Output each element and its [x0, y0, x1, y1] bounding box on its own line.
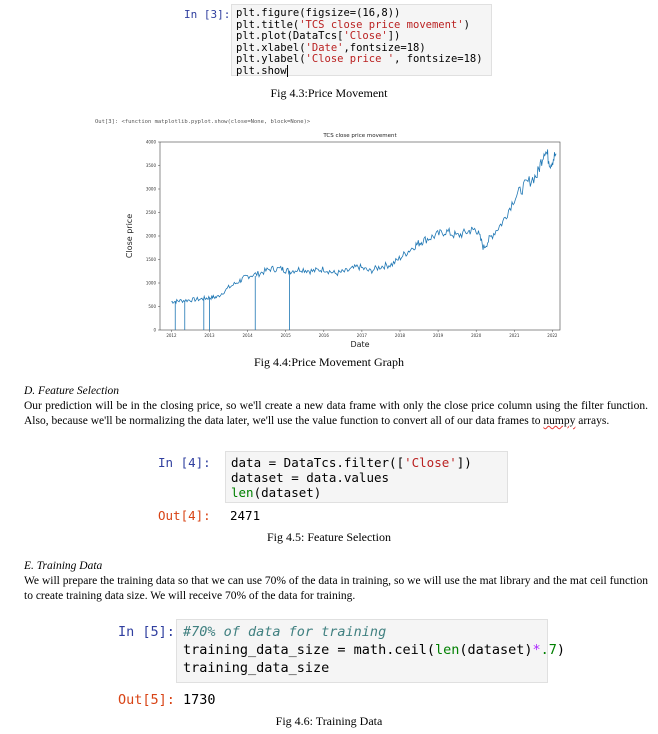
cell5-prompt: In [5]: [118, 624, 175, 640]
cell3-code[interactable] [231, 4, 492, 76]
y-tick-label: 0 [153, 327, 156, 333]
x-tick-label: 2018 [394, 333, 406, 338]
fig45-caption: Fig 4.5: Feature Selection [267, 530, 391, 544]
code-line: training_data_size = math.ceil(len(dataset)*.7) [183, 642, 566, 658]
code-line: plt.ylabel('Close price ', fontsize=18) [236, 53, 483, 66]
x-axis-label: Date [350, 340, 370, 349]
cell4-out-prompt: Out[4]: [158, 508, 211, 523]
code-line: len(dataset) [231, 485, 322, 500]
code-line: plt.xlabel('Date',fontsize=18) [236, 41, 426, 54]
code-line: plt.show [236, 64, 287, 77]
code-line: plt.figure(figsize=(16,8)) [236, 7, 401, 19]
fig43-caption: Fig 4.3:Price Movement [270, 86, 388, 100]
x-tick-label: 2022 [547, 333, 558, 338]
fig46-caption: Fig 4.6: Training Data [275, 714, 383, 728]
x-tick-label: 2015 [280, 333, 291, 338]
section-e-heading: E. Training Data [24, 560, 103, 572]
x-tick-label: 2013 [204, 333, 215, 338]
y-tick-label: 500 [148, 304, 156, 309]
y-axis-label: Close price [125, 213, 134, 259]
out3-text: Out[3]: <function matplotlib.pyplot.show(close=None, block=None)> [95, 119, 311, 125]
x-tick-label: 2021 [509, 333, 520, 338]
code-line: plt.title('TCS close price movement') [236, 18, 470, 31]
fig44-caption: Fig 4.4:Price Movement Graph [254, 355, 404, 369]
y-tick-label: 3000 [145, 186, 156, 192]
code-line: dataset = data.values [231, 470, 390, 485]
plot-area [160, 142, 560, 330]
section-e-paragraph: We will prepare the training data so that we can use 70% of the data in training, so we will use the mat library and the mat ceil function to create training data size. We will receive 70% of the data for training. [24, 575, 648, 602]
section-d-heading: D. Feature Selection [24, 385, 120, 397]
code-comment: #70% of data for training [183, 624, 387, 640]
cell5-out-value: 1730 [183, 692, 216, 708]
x-tick-label: 2020 [471, 333, 482, 338]
cell4-code[interactable] [225, 451, 508, 503]
y-tick-label: 2500 [145, 210, 156, 215]
code-line: data = DataTcs.filter(['Close']) [231, 455, 472, 470]
y-tick-label: 2000 [145, 233, 156, 239]
cell4-out-value: 2471 [230, 508, 261, 523]
x-tick-label: 2017 [356, 333, 367, 338]
cell3-prompt: In [3]: [184, 8, 231, 21]
x-tick-label: 2016 [318, 333, 329, 338]
section-d-paragraph: Our prediction will be in the closing price, so we'll create a new data frame with only the close price column using the filter function. Also, because we'll be normalizing the data later, we'll use the value function to convert all of our data frames to numpy arrays. [24, 400, 648, 427]
chart-title: TCS close price movement [323, 133, 397, 139]
price-chart [118, 128, 568, 360]
cell5-out-prompt: Out[5]: [118, 692, 175, 708]
x-tick-label: 2019 [433, 333, 444, 338]
cell5-code[interactable] [176, 619, 566, 683]
x-tick-label: 2012 [166, 333, 177, 338]
y-tick-label: 3500 [145, 163, 156, 168]
y-tick-label: 4000 [145, 139, 156, 145]
y-tick-label: 1000 [145, 280, 156, 286]
x-tick-label: 2014 [242, 333, 253, 338]
cell4-prompt: In [4]: [158, 455, 211, 470]
code-line: plt.plot(DataTcs['Close']) [236, 30, 401, 43]
y-tick-label: 1500 [145, 257, 156, 262]
code-line: training_data_size [183, 660, 330, 676]
